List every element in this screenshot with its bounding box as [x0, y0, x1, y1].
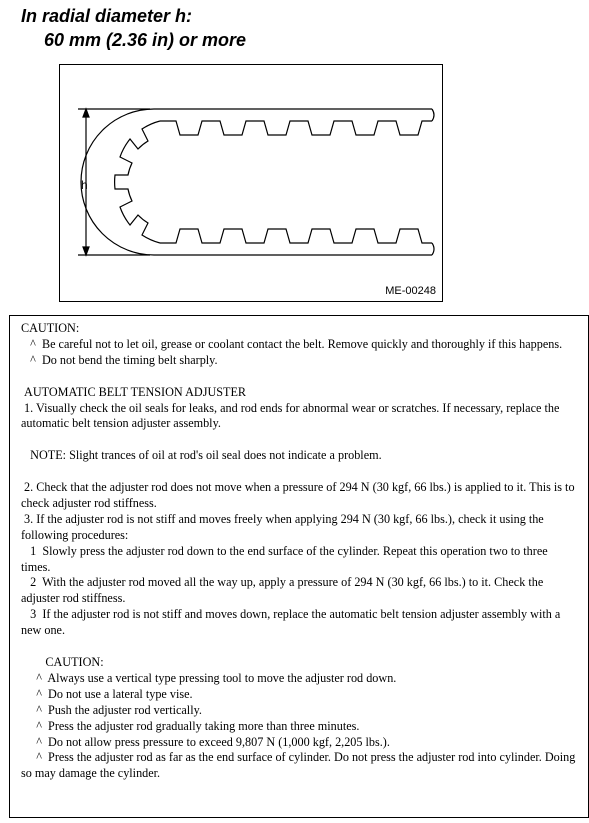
caution2-title: CAUTION: — [21, 654, 104, 669]
arrow-bottom-icon — [83, 247, 89, 255]
step-1: 1. Visually check the oil seals for leaks, and rod ends for abnormal wear or scratches. If necessary, replace the automatic belt tension adjuster assembly. — [21, 400, 563, 431]
step-3: 3. If the adjuster rod is not stiff and moves freely when applying 294 N (30 kgf, 66 lbs.), check it using the following procedures: — [21, 511, 547, 542]
belt-bend-diagram — [60, 65, 442, 301]
caution2-item: ^ Press the adjuster rod gradually taking more than three minutes. — [21, 718, 360, 733]
caution2-item: ^ Do not use a lateral type vise. — [21, 686, 193, 701]
arrow-top-icon — [83, 109, 89, 117]
sub-step-2: 2 With the adjuster rod moved all the way up, apply a pressure of 294 N (30 kgf, 66 lbs.) to it. Check the adjuster rod stiffness. — [21, 575, 547, 606]
caution-item: ^ Do not bend the timing belt sharply. — [21, 352, 218, 367]
heading-line-2: 60 mm (2.36 in) or more — [44, 30, 247, 50]
instruction-text-box — [9, 315, 589, 818]
caution2-item: ^ Press the adjuster rod as far as the end surface of cylinder. Do not press the adjuster rod into cylinder. Doing so may damage the cylinder. — [21, 750, 579, 781]
note: NOTE: Slight trances of oil at rod's oil seal does not indicate a problem. — [21, 448, 382, 463]
belt-top-teeth — [160, 121, 432, 135]
sub-step-1: 1 Slowly press the adjuster rod down to the end surface of the cylinder. Repeat this operation two to three times. — [21, 543, 551, 574]
section-title: AUTOMATIC BELT TENSION ADJUSTER — [21, 384, 247, 399]
figure-code: ME-00248 — [385, 285, 436, 297]
belt-diagram-figure — [59, 64, 443, 302]
heading-line-1: In radial diameter h: — [21, 6, 193, 26]
step-2: 2. Check that the adjuster rod does not move when a pressure of 294 N (30 kgf, 66 lbs.) is applied to it. This is to check adjuster rod stiffness. — [21, 480, 578, 510]
caution2-item: ^ Push the adjuster rod vertically. — [21, 702, 202, 717]
caution2-item: ^ Always use a vertical type pressing tool to move the adjuster rod down. — [21, 670, 397, 685]
caution2-item: ^ Do not allow press pressure to exceed 9,807 N (1,000 kgf, 2,205 lbs.). — [21, 734, 390, 749]
belt-bottom-teeth — [160, 229, 432, 243]
caution-item: ^ Be careful not to let oil, grease or coolant contact the belt. Remove quickly and thoroughly if this happens. — [21, 336, 563, 351]
caution-title: CAUTION: — [21, 321, 80, 335]
belt-outer-edge — [81, 109, 432, 255]
belt-curve-teeth — [115, 121, 160, 243]
sub-step-3: 3 If the adjuster rod is not stiff and moves down, replace the automatic belt tension adjuster assembly with a new one. — [21, 607, 564, 638]
dimension-h-label: h — [81, 178, 88, 192]
